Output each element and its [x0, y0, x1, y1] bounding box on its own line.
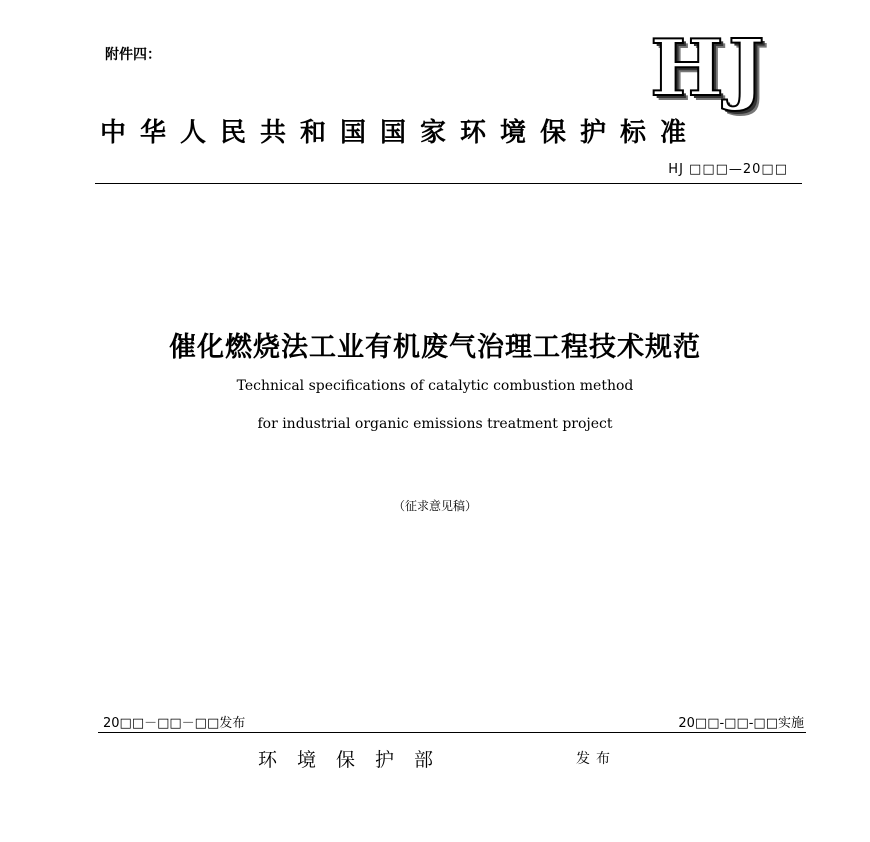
- standard-title: 中华人民共和国国家环境保护标准: [100, 118, 701, 148]
- draft-note: （征求意见稿）: [392, 499, 477, 513]
- attachment-label: 附件四：: [105, 47, 161, 63]
- footer-divider: [98, 732, 806, 733]
- hj-logo: HJ: [650, 23, 769, 114]
- ministry-name: 环境保护部: [258, 749, 454, 771]
- implement-date: 20□□-□□-□□实施: [678, 716, 804, 731]
- document-title-en-line1: Technical specifications of catalytic combustion method: [236, 378, 634, 394]
- header-divider: [95, 183, 802, 184]
- release-date: 20□□－□□－□□发布: [103, 716, 246, 731]
- publish-label: 发布: [576, 751, 616, 767]
- standard-number: HJ □□□—20□□: [668, 162, 788, 177]
- document-title-cn: 催化燃烧法工业有机废气治理工程技术规范: [169, 332, 701, 363]
- document-title-en-line2: for industrial organic emissions treatment project: [257, 416, 613, 432]
